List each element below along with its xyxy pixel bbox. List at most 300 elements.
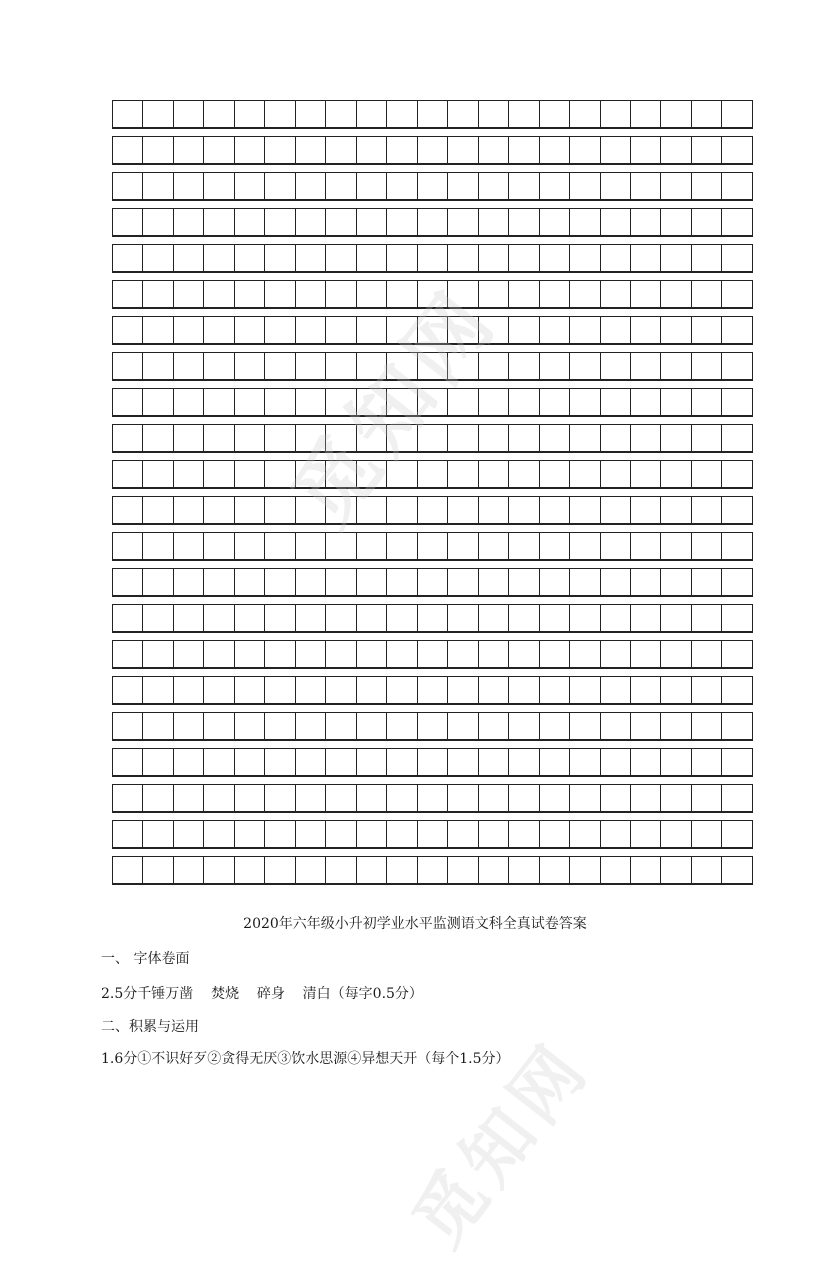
grid-cell — [722, 281, 751, 307]
grid-cell — [357, 281, 387, 307]
grid-cell — [722, 245, 751, 271]
grid-cell — [113, 461, 143, 487]
grid-cell — [631, 245, 661, 271]
grid-cell — [387, 209, 417, 235]
grid-cell — [631, 641, 661, 667]
grid-cell — [235, 713, 265, 739]
grid-cell — [631, 425, 661, 451]
grid-cell — [143, 605, 173, 631]
grid-cell — [265, 749, 295, 775]
grid-cell — [631, 533, 661, 559]
grid-cell — [509, 173, 539, 199]
grid-cell — [570, 245, 600, 271]
grid-cell — [601, 713, 631, 739]
grid-cell — [570, 713, 600, 739]
grid-cell — [601, 461, 631, 487]
grid-cell — [509, 785, 539, 811]
grid-cell — [692, 461, 722, 487]
grid-cell — [265, 353, 295, 379]
grid-cell — [722, 641, 751, 667]
grid-cell — [661, 749, 691, 775]
grid-cell — [357, 389, 387, 415]
grid-cell — [601, 533, 631, 559]
grid-cell — [235, 857, 265, 883]
grid-cell — [265, 425, 295, 451]
grid-cell — [722, 425, 751, 451]
grid-cell — [418, 497, 448, 523]
grid-cell — [509, 353, 539, 379]
grid-cell — [296, 749, 326, 775]
grid-cell — [448, 389, 478, 415]
grid-cell — [509, 857, 539, 883]
grid-cell — [204, 317, 234, 343]
grid-cell — [692, 389, 722, 415]
grid-cell — [509, 389, 539, 415]
grid-cell — [143, 209, 173, 235]
grid-cell — [570, 137, 600, 163]
grid-cell — [661, 641, 691, 667]
grid-cell — [661, 533, 691, 559]
grid-cell — [113, 353, 143, 379]
grid-cell — [722, 713, 751, 739]
grid-cell — [601, 317, 631, 343]
grid-row — [112, 352, 753, 381]
grid-cell — [204, 857, 234, 883]
grid-cell — [265, 317, 295, 343]
grid-cell — [357, 245, 387, 271]
grid-cell — [113, 497, 143, 523]
grid-cell — [357, 749, 387, 775]
grid-cell — [357, 785, 387, 811]
grid-cell — [601, 785, 631, 811]
grid-cell — [265, 605, 295, 631]
grid-row — [112, 100, 753, 129]
grid-cell — [296, 821, 326, 847]
grid-cell — [509, 497, 539, 523]
watermark: 觅知网 — [396, 1026, 606, 1262]
grid-row — [112, 424, 753, 453]
grid-cell — [204, 533, 234, 559]
grid-cell — [631, 317, 661, 343]
grid-cell — [296, 605, 326, 631]
grid-cell — [540, 137, 570, 163]
grid-cell — [448, 353, 478, 379]
grid-cell — [448, 857, 478, 883]
grid-cell — [174, 605, 204, 631]
grid-cell — [601, 749, 631, 775]
grid-cell — [326, 101, 356, 127]
grid-cell — [296, 533, 326, 559]
grid-cell — [692, 137, 722, 163]
grid-cell — [540, 569, 570, 595]
grid-cell — [357, 713, 387, 739]
grid-cell — [113, 605, 143, 631]
grid-cell — [265, 461, 295, 487]
grid-cell — [540, 101, 570, 127]
grid-cell — [479, 785, 509, 811]
grid-cell — [143, 497, 173, 523]
grid-cell — [204, 137, 234, 163]
grid-cell — [113, 173, 143, 199]
grid-cell — [326, 641, 356, 667]
grid-cell — [661, 497, 691, 523]
grid-cell — [326, 533, 356, 559]
grid-cell — [509, 281, 539, 307]
grid-cell — [661, 173, 691, 199]
grid-cell — [661, 353, 691, 379]
grid-row — [112, 784, 753, 813]
grid-cell — [204, 605, 234, 631]
grid-cell — [631, 749, 661, 775]
grid-cell — [540, 173, 570, 199]
grid-cell — [174, 713, 204, 739]
grid-cell — [265, 785, 295, 811]
grid-cell — [418, 677, 448, 703]
grid-cell — [143, 101, 173, 127]
grid-cell — [570, 353, 600, 379]
grid-cell — [235, 425, 265, 451]
grid-cell — [601, 245, 631, 271]
grid-cell — [387, 461, 417, 487]
grid-cell — [387, 785, 417, 811]
grid-cell — [235, 101, 265, 127]
grid-cell — [661, 569, 691, 595]
grid-cell — [692, 821, 722, 847]
grid-cell — [722, 497, 751, 523]
grid-cell — [174, 317, 204, 343]
grid-cell — [448, 101, 478, 127]
grid-cell — [143, 173, 173, 199]
grid-cell — [661, 785, 691, 811]
grid-cell — [235, 749, 265, 775]
grid-cell — [692, 785, 722, 811]
grid-cell — [357, 209, 387, 235]
grid-cell — [509, 569, 539, 595]
grid-cell — [479, 497, 509, 523]
grid-cell — [113, 569, 143, 595]
grid-cell — [387, 137, 417, 163]
grid-cell — [418, 461, 448, 487]
grid-cell — [509, 137, 539, 163]
grid-cell — [265, 821, 295, 847]
grid-cell — [722, 317, 751, 343]
grid-row — [112, 316, 753, 345]
grid-cell — [692, 353, 722, 379]
grid-cell — [143, 281, 173, 307]
grid-cell — [448, 641, 478, 667]
grid-cell — [692, 173, 722, 199]
grid-cell — [631, 101, 661, 127]
grid-cell — [448, 281, 478, 307]
grid-cell — [296, 785, 326, 811]
grid-cell — [540, 713, 570, 739]
grid-cell — [235, 281, 265, 307]
grid-cell — [113, 317, 143, 343]
grid-cell — [265, 569, 295, 595]
grid-cell — [387, 101, 417, 127]
grid-cell — [174, 137, 204, 163]
grid-cell — [479, 677, 509, 703]
grid-cell — [448, 209, 478, 235]
grid-cell — [143, 353, 173, 379]
grid-row — [112, 568, 753, 597]
grid-cell — [357, 605, 387, 631]
grid-cell — [509, 713, 539, 739]
grid-cell — [661, 857, 691, 883]
grid-row — [112, 676, 753, 705]
grid-cell — [631, 821, 661, 847]
grid-cell — [601, 101, 631, 127]
grid-row — [112, 640, 753, 669]
grid-cell — [540, 353, 570, 379]
section-heading: 一、 字体卷面 — [101, 951, 190, 967]
grid-cell — [540, 533, 570, 559]
answer-line: 2.5分千锤万凿 焚烧 碎身 清白（每字0.5分） — [101, 986, 423, 1002]
grid-cell — [479, 749, 509, 775]
grid-cell — [631, 209, 661, 235]
grid-cell — [113, 281, 143, 307]
grid-cell — [113, 425, 143, 451]
grid-cell — [570, 605, 600, 631]
grid-cell — [509, 749, 539, 775]
grid-cell — [357, 461, 387, 487]
grid-cell — [570, 209, 600, 235]
grid-cell — [265, 281, 295, 307]
grid-cell — [509, 425, 539, 451]
grid-cell — [204, 425, 234, 451]
grid-cell — [479, 641, 509, 667]
grid-cell — [357, 533, 387, 559]
grid-cell — [326, 569, 356, 595]
grid-cell — [479, 605, 509, 631]
grid-cell — [204, 389, 234, 415]
grid-cell — [265, 677, 295, 703]
grid-cell — [540, 749, 570, 775]
grid-cell — [540, 641, 570, 667]
grid-cell — [418, 245, 448, 271]
grid-cell — [722, 137, 751, 163]
grid-cell — [661, 245, 691, 271]
grid-cell — [692, 857, 722, 883]
grid-cell — [692, 713, 722, 739]
grid-cell — [479, 857, 509, 883]
grid-cell — [601, 173, 631, 199]
grid-cell — [387, 533, 417, 559]
grid-cell — [296, 353, 326, 379]
grid-row — [112, 280, 753, 309]
grid-cell — [296, 101, 326, 127]
grid-cell — [174, 425, 204, 451]
grid-cell — [235, 569, 265, 595]
grid-cell — [601, 857, 631, 883]
grid-cell — [692, 497, 722, 523]
grid-cell — [204, 209, 234, 235]
grid-cell — [265, 173, 295, 199]
grid-cell — [448, 713, 478, 739]
grid-cell — [204, 281, 234, 307]
grid-cell — [448, 749, 478, 775]
grid-cell — [326, 353, 356, 379]
grid-cell — [540, 317, 570, 343]
grid-cell — [479, 461, 509, 487]
grid-cell — [540, 821, 570, 847]
grid-cell — [509, 101, 539, 127]
grid-cell — [418, 389, 448, 415]
grid-cell — [448, 677, 478, 703]
grid-cell — [722, 605, 751, 631]
grid-cell — [692, 533, 722, 559]
grid-cell — [265, 101, 295, 127]
grid-cell — [479, 353, 509, 379]
grid-cell — [143, 857, 173, 883]
grid-cell — [479, 173, 509, 199]
grid-cell — [661, 677, 691, 703]
grid-cell — [387, 713, 417, 739]
grid-cell — [722, 821, 751, 847]
grid-cell — [113, 785, 143, 811]
grid-cell — [265, 209, 295, 235]
grid-cell — [143, 461, 173, 487]
grid-cell — [204, 677, 234, 703]
grid-cell — [540, 281, 570, 307]
grid-cell — [601, 605, 631, 631]
grid-cell — [143, 677, 173, 703]
grid-cell — [418, 641, 448, 667]
grid-cell — [479, 821, 509, 847]
grid-cell — [204, 353, 234, 379]
grid-cell — [631, 389, 661, 415]
grid-cell — [174, 821, 204, 847]
grid-cell — [387, 173, 417, 199]
grid-cell — [479, 389, 509, 415]
grid-cell — [661, 605, 691, 631]
grid-cell — [326, 425, 356, 451]
grid-row — [112, 748, 753, 777]
grid-cell — [174, 857, 204, 883]
grid-cell — [661, 821, 691, 847]
grid-cell — [143, 533, 173, 559]
grid-cell — [601, 425, 631, 451]
grid-row — [112, 532, 753, 561]
grid-cell — [143, 569, 173, 595]
grid-cell — [540, 605, 570, 631]
grid-cell — [204, 785, 234, 811]
grid-cell — [326, 461, 356, 487]
grid-cell — [174, 533, 204, 559]
grid-cell — [601, 569, 631, 595]
grid-cell — [540, 425, 570, 451]
grid-cell — [143, 245, 173, 271]
grid-cell — [570, 497, 600, 523]
grid-cell — [570, 173, 600, 199]
grid-cell — [296, 569, 326, 595]
grid-cell — [722, 173, 751, 199]
grid-cell — [601, 209, 631, 235]
grid-cell — [722, 101, 751, 127]
grid-cell — [174, 497, 204, 523]
grid-cell — [113, 137, 143, 163]
grid-cell — [509, 209, 539, 235]
grid-cell — [113, 677, 143, 703]
grid-cell — [296, 281, 326, 307]
grid-cell — [722, 857, 751, 883]
grid-cell — [722, 209, 751, 235]
grid-cell — [357, 569, 387, 595]
grid-cell — [113, 641, 143, 667]
grid-cell — [204, 173, 234, 199]
grid-cell — [174, 641, 204, 667]
grid-cell — [570, 785, 600, 811]
grid-cell — [570, 317, 600, 343]
grid-cell — [540, 209, 570, 235]
grid-cell — [692, 749, 722, 775]
grid-cell — [509, 461, 539, 487]
grid-cell — [418, 533, 448, 559]
grid-cell — [143, 713, 173, 739]
grid-cell — [143, 749, 173, 775]
grid-cell — [174, 461, 204, 487]
grid-cell — [387, 641, 417, 667]
grid-cell — [326, 281, 356, 307]
grid-row — [112, 712, 753, 741]
grid-cell — [479, 569, 509, 595]
grid-cell — [296, 173, 326, 199]
grid-cell — [631, 173, 661, 199]
grid-cell — [631, 605, 661, 631]
grid-cell — [692, 245, 722, 271]
grid-cell — [540, 389, 570, 415]
grid-cell — [143, 425, 173, 451]
grid-cell — [418, 209, 448, 235]
grid-cell — [418, 101, 448, 127]
grid-cell — [661, 317, 691, 343]
grid-cell — [235, 497, 265, 523]
grid-cell — [570, 569, 600, 595]
grid-cell — [418, 749, 448, 775]
grid-cell — [174, 353, 204, 379]
grid-cell — [326, 821, 356, 847]
grid-row — [112, 244, 753, 273]
grid-cell — [235, 353, 265, 379]
grid-cell — [570, 677, 600, 703]
grid-cell — [631, 281, 661, 307]
grid-cell — [631, 137, 661, 163]
grid-cell — [570, 461, 600, 487]
grid-cell — [722, 785, 751, 811]
grid-cell — [509, 605, 539, 631]
grid-cell — [448, 173, 478, 199]
grid-cell — [418, 821, 448, 847]
answer-title: 2020年六年级小升初学业水平监测语文科全真试卷答案 — [243, 916, 587, 932]
grid-cell — [143, 641, 173, 667]
grid-cell — [722, 749, 751, 775]
grid-cell — [570, 533, 600, 559]
grid-cell — [235, 641, 265, 667]
grid-cell — [631, 461, 661, 487]
grid-cell — [174, 389, 204, 415]
grid-cell — [357, 677, 387, 703]
grid-cell — [692, 101, 722, 127]
grid-row — [112, 820, 753, 849]
grid-cell — [631, 353, 661, 379]
grid-cell — [235, 209, 265, 235]
grid-cell — [143, 317, 173, 343]
grid-cell — [479, 713, 509, 739]
grid-cell — [631, 857, 661, 883]
grid-cell — [570, 641, 600, 667]
grid-cell — [692, 281, 722, 307]
grid-cell — [479, 101, 509, 127]
